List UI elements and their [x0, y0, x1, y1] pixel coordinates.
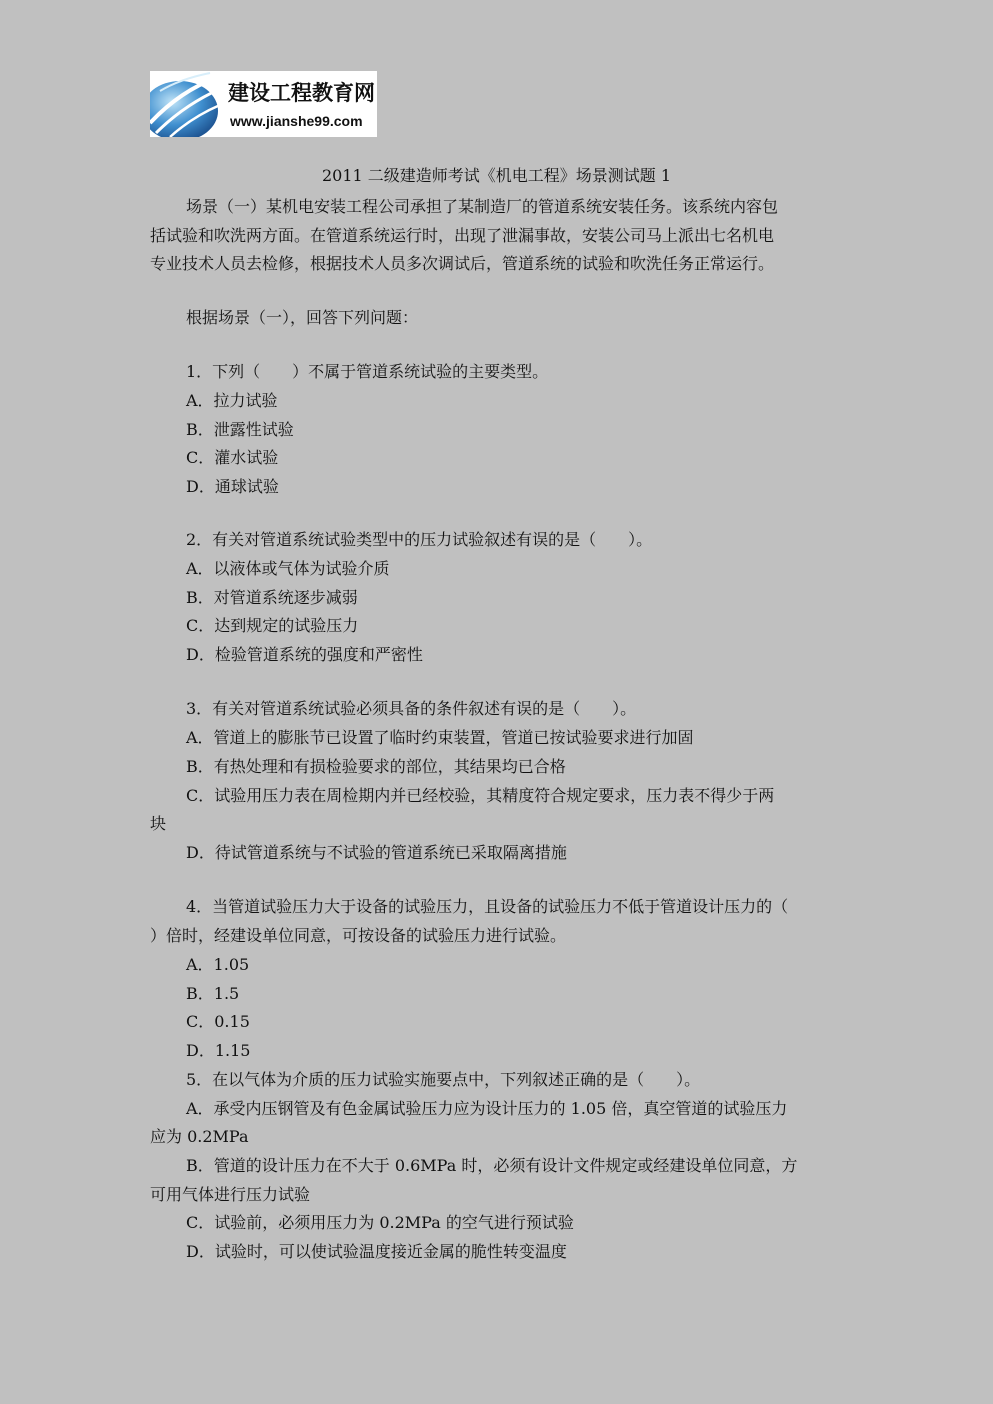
page-title: 2011 二级建造师考试《机电工程》场景测试题 1	[321, 166, 672, 185]
question-stem: 2．有关对管道系统试验类型中的压力试验叙述有误的是（ ）。	[186, 530, 653, 549]
answer-option: D．试验时，可以使试验温度接近金属的脆性转变温度	[186, 1242, 567, 1261]
answer-option: A．拉力试验	[186, 391, 278, 410]
question-stem: 5．在以气体为介质的压力试验实施要点中，下列叙述正确的是（ ）。	[186, 1070, 701, 1089]
answer-option: D．检验管道系统的强度和严密性	[186, 645, 423, 664]
answer-option: D．通球试验	[186, 477, 279, 496]
answer-option: A．1.05	[186, 955, 250, 974]
answer-option: B．管道的设计压力在不大于 0.6MPa 时，必须有设计文件规定或经建设单位同意，方	[186, 1156, 798, 1175]
instruction: 根据场景（一），回答下列问题：	[186, 308, 419, 327]
answer-option: B．对管道系统逐步减弱	[186, 588, 358, 607]
answer-option-continued: 应为 0.2MPa	[150, 1127, 249, 1146]
answer-option: C．试验前，必须用压力为 0.2MPa 的空气进行预试验	[186, 1213, 574, 1232]
answer-option: A．以液体或气体为试验介质	[186, 559, 390, 578]
answer-option: D．1.15	[186, 1041, 251, 1060]
logo-url[interactable]: www.jianshe99.com	[230, 113, 363, 129]
answer-option: D．待试管道系统与不试验的管道系统已采取隔离措施	[186, 843, 567, 862]
site-logo[interactable]	[150, 71, 377, 137]
answer-option: C．0.15	[186, 1012, 250, 1031]
answer-option: B．有热处理和有损检验要求的部位，其结果均已合格	[186, 757, 566, 776]
question-stem: 3．有关对管道系统试验必须具备的条件叙述有误的是（ ）。	[186, 699, 637, 718]
answer-option-continued: 块	[150, 814, 167, 833]
question-stem-continued: ）倍时，经建设单位同意，可按设备的试验压力进行试验。	[150, 926, 567, 945]
answer-option: B．1.5	[186, 984, 240, 1003]
scenario-line: 括试验和吹洗两方面。在管道系统运行时，出现了泄漏事故，安装公司马上派出七名机电	[150, 226, 775, 245]
answer-option: C．达到规定的试验压力	[186, 616, 359, 635]
question-stem: 1．下列（ ）不属于管道系统试验的主要类型。	[186, 362, 549, 381]
logo-globe-icon	[150, 71, 220, 137]
answer-option-continued: 可用气体进行压力试验	[150, 1185, 311, 1204]
scenario-line: 专业技术人员去检修，根据技术人员多次调试后，管道系统的试验和吹洗任务正常运行。	[150, 254, 775, 273]
answer-option: C．灌水试验	[186, 448, 279, 467]
scenario-line: 场景（一）某机电安装工程公司承担了某制造厂的管道系统安装任务。该系统内容包	[186, 197, 779, 216]
answer-option: A．承受内压钢管及有色金属试验压力应为设计压力的 1.05 倍，真空管道的试验压力	[186, 1099, 788, 1118]
answer-option: B．泄露性试验	[186, 420, 294, 439]
answer-option: C．试验用压力表在周检期内并已经校验，其精度符合规定要求，压力表不得少于两	[186, 786, 775, 805]
logo-name: 建设工程教育网	[228, 81, 375, 105]
question-stem: 4．当管道试验压力大于设备的试验压力，且设备的试验压力不低于管道设计压力的（	[186, 897, 789, 916]
answer-option: A．管道上的膨胀节已设置了临时约束装置，管道已按试验要求进行加固	[186, 728, 694, 747]
